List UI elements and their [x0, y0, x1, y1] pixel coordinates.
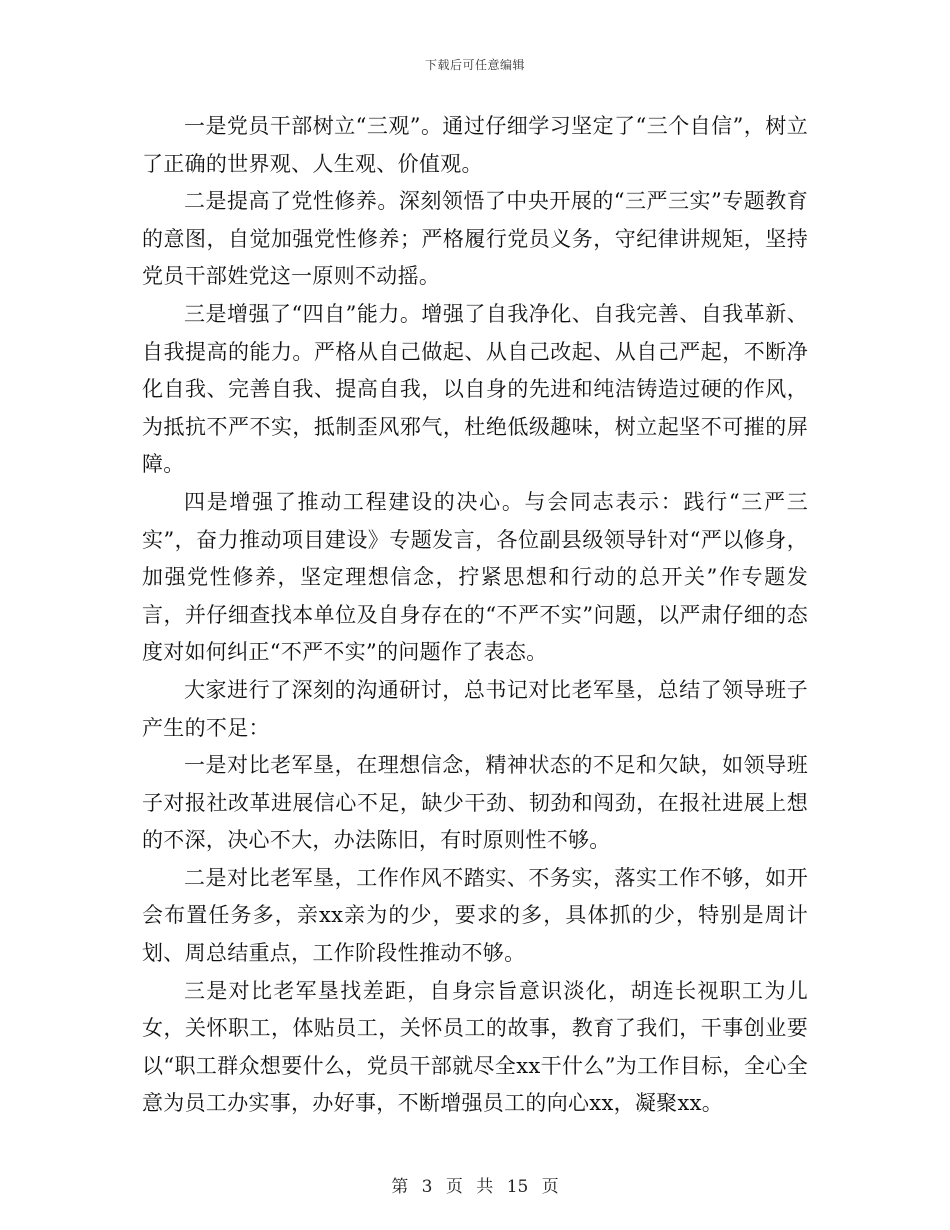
- footer-total-word: 共: [476, 1177, 494, 1197]
- footer-page-word: 页: [445, 1177, 463, 1197]
- footer-suffix: 页: [541, 1177, 559, 1197]
- paragraph-4: 四是增强了推动工程建设的决心。与会同志表示：践行“三严三实”，奋力推动项目建设》专题发言，各位副县级领导针对“严以修身，加强党性修养，坚定理想信念，拧紧思想和行动的总开关”作专题发言，并仔细查找本单位及自身存在的“不严不实”问题，以严肃仔细的态度对如何纠正“不严不实”的问题作了表态。: [142, 489, 808, 665]
- paragraph-1: 一是党员干部树立“三观”。通过仔细学习坚定了“三个自信”，树立了正确的世界观、人生观、价值观。: [142, 114, 808, 176]
- paragraph-6: 一是对比老军垦，在理想信念，精神状态的不足和欠缺，如领导班子对报社改革进展信心不足，缺少干劲、韧劲和闯劲，在报社进展上想的不深，决心不大，办法陈旧，有时原则性不够。: [142, 753, 808, 853]
- footer-current-page: 3: [421, 1177, 433, 1197]
- footer-prefix: 第: [391, 1177, 409, 1197]
- paragraph-8: 三是对比老军垦找差距，自身宗旨意识淡化，胡连长视职工为儿女，关怀职工，体贴员工，关怀员工的故事，教育了我们，干事创业要以“职工群众想要什么，党员干部就尽全xx干什么”为工作目标，全心全意为员工办实事，办好事，不断增强员工的向心xx，凝聚xx。: [142, 978, 808, 1116]
- paragraph-5: 大家进行了深刻的沟通研讨，总书记对比老军垦，总结了领导班子产生的不足：: [142, 677, 808, 740]
- paragraph-2: 二是提高了党性修养。深刻领悟了中央开展的“三严三实”专题教育的意图，自觉加强党性修养；严格履行党员义务，守纪律讲规矩，坚持党员干部姓党这一原则不动摇。: [142, 189, 808, 289]
- document-body: [142, 108, 808, 1123]
- footer-total-pages: 15: [506, 1177, 529, 1197]
- paragraph-3: 三是增强了“四自”能力。增强了自我净化、自我完善、自我革新、自我提高的能力。严格从自己做起、从自己改起、从自己严起，不断净化自我、完善自我、提高自我，以自身的先进和纯洁铸造过硬的作风，为抵抗不严不实，抵制歪风邪气，杜绝低级趣味，树立起坚不可摧的屏障。: [142, 301, 808, 477]
- page-footer: [0, 1172, 950, 1197]
- page-header: 下载后可任意编辑: [424, 58, 525, 72]
- paragraph-7: 二是对比老军垦，工作作风不踏实、不务实，落实工作不够，如开会布置任务多，亲xx亲为的少，要求的多，具体抓的少，特别是周计划、周总结重点，工作阶段性推动不够。: [142, 865, 808, 966]
